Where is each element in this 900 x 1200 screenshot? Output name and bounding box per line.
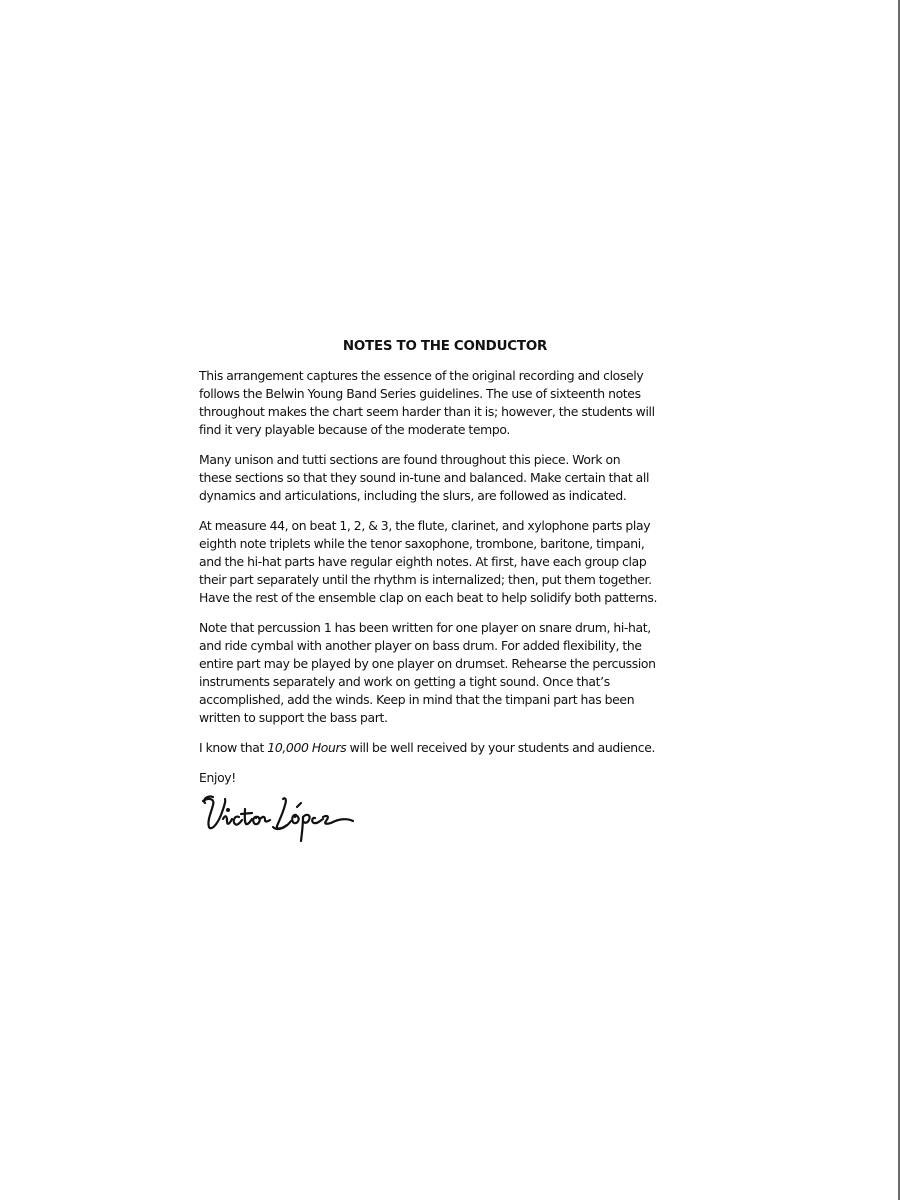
paragraph-1 [199,367,691,439]
text-line: and the hi-hat parts have regular eighth notes. At first, have each group clap [199,554,647,569]
text-line: written to support the bass part. [199,710,388,725]
text-line: At measure 44, on beat 1, 2, & 3, the flute, clarinet, and xylophone parts play [199,518,651,533]
text-line: their part separately until the rhythm is internalized; then, put them together. [199,572,652,587]
text-line: eighth note triplets while the tenor saxophone, trombone, baritone, timpani, [199,536,645,551]
paragraph-3 [199,517,691,607]
page-title: NOTES TO THE CONDUCTOR [342,339,548,354]
text-line: Note that percussion 1 has been written for one player on snare drum, hi-hat, [199,620,651,635]
conductor-notes [199,338,691,847]
text-line: Many unison and tutti sections are found throughout this piece. Work on [199,452,621,467]
paragraph-2 [199,451,691,505]
text-line: Have the rest of the ensemble clap on each beat to help solidify both patterns. [199,590,658,605]
closing-sentence [199,739,691,757]
text-line: dynamics and articulations, including the slurs, are followed as indicated. [199,488,627,503]
text-line: instruments separately and work on getting a tight sound. Once that’s [199,674,610,689]
text-line: entire part may be played by one player on drumset. Rehearse the percussion [199,656,656,671]
text-line: follows the Belwin Young Band Series guidelines. The use of sixteenth notes [199,386,641,401]
text-line: accomplished, add the winds. Keep in mind that the timpani part has been [199,692,635,707]
text-line: these sections so that they sound in-tune and balanced. Make certain that all [199,470,650,485]
text-line: find it very playable because of the moderate tempo. [199,422,511,437]
text-line: throughout makes the chart seem harder than it is; however, the students will [199,404,655,419]
text-line: This arrangement captures the essence of the original recording and closely [199,368,644,383]
signature-image [199,791,359,847]
text-line: and ride cymbal with another player on bass drum. For added flexibility, the [199,638,642,653]
closing-after: will be well received by your students and audience. [346,740,656,755]
signoff: Enjoy! [199,770,236,785]
closing-before: I know that [199,740,268,755]
piece-title: 10,000 Hours [267,740,347,755]
paragraph-4 [199,619,691,727]
